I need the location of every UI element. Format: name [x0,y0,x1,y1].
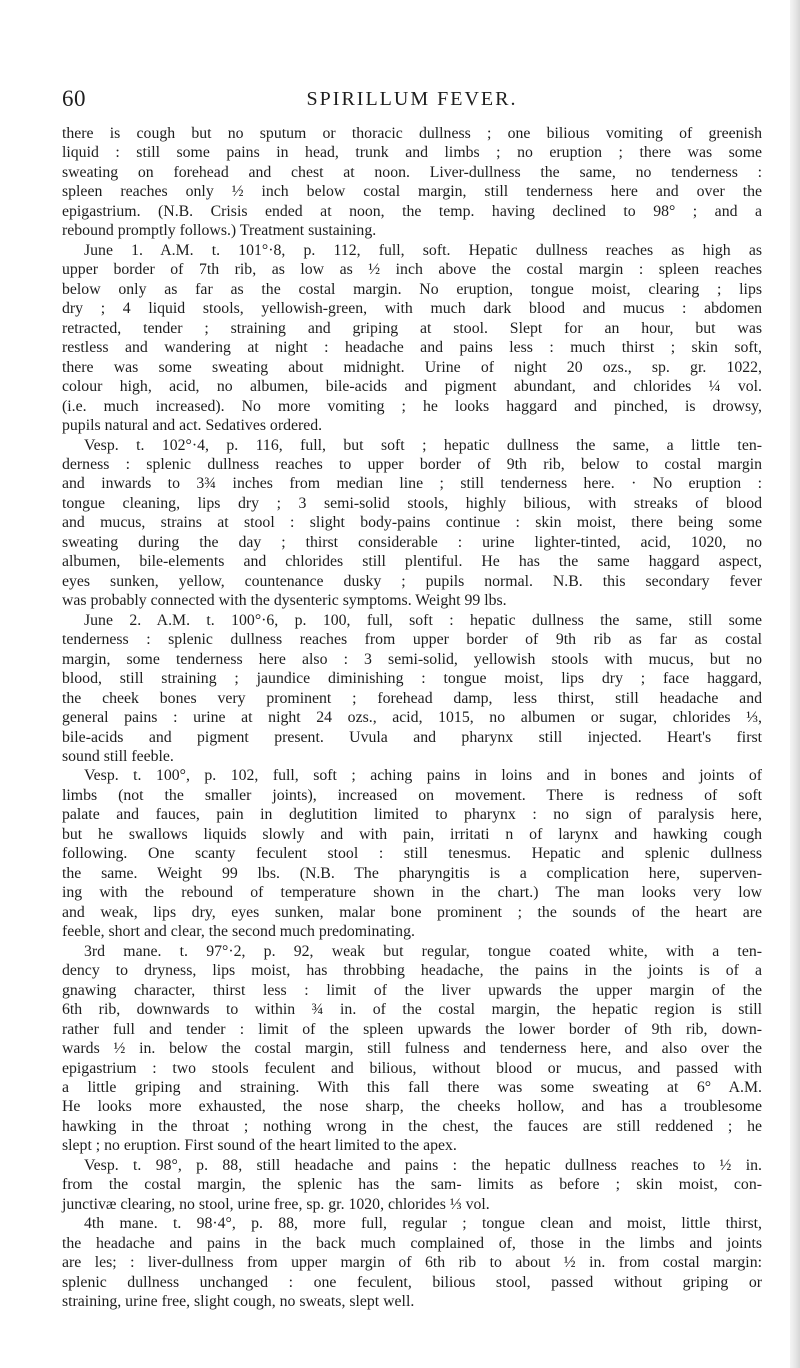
text-line: ing with the rebound of temperature shown in the chart.) The man looks very low [62,884,762,902]
text-line: there is cough but no sputum or thoracic dullness ; one bilious vomiting of greenish [62,125,762,142]
text-line: was probably connected with the dysenteric symptoms. Weight 99 lbs. [62,592,507,610]
text-line: there was some sweating about midnight. Urine of night 20 ozs., sp. gr. 1022, [62,358,762,376]
text-line: are les; : liver-dullness from upper margin of 6th rib to about ½ in. from costal margin: [62,1254,762,1272]
text-line: restless and wandering at night : headache and pains less : much thirst ; skin soft, [62,339,762,357]
text-line: gnawing character, thirst less : limit of the liver upwards the upper margin of the [62,981,762,999]
text-line: splenic dullness unchanged : one feculent, bilious stool, passed without griping or [62,1273,762,1291]
text-line: but he swallows liquids slowly and with pain, irritati n of larynx and hawking cough [62,825,762,843]
text-line: feeble, short and clear, the second much predominating. [62,923,415,941]
text-line: colour high, acid, no albumen, bile-acids and pigment abundant, and chlorides ¼ vol. [62,378,762,396]
text-line: and inwards to 3¾ inches from median line ; still tenderness here. · No eruption : [62,475,762,493]
text-line: albumen, bile-elements and chlorides still plentiful. He has the same haggard aspect, [62,553,762,571]
text-line: 6th rib, downwards to within ¾ in. of the costal margin, the hepatic region is still [62,1001,762,1019]
text-line: straining, urine free, slight cough, no sweats, slept well. [62,1293,415,1311]
body-text [62,124,762,1312]
text-line: dency to dryness, lips moist, has throbbing headache, the pains in the joints is of a [62,962,762,980]
text-line: derness : splenic dullness reaches to upper border of 9th rib, below to costal margin [62,455,762,473]
text-line: bile-acids and pigment present. Uvula and pharynx still injected. Heart's first [62,728,762,746]
text-line: the cheek bones very prominent ; forehead damp, less thirst, still headache and [62,689,762,707]
page-number: 60 [62,86,86,111]
text-line: tenderness : splenic dullness reaches from upper border of 9th rib as far as costal [62,631,762,649]
text-line: retracted, tender ; straining and griping at stool. Slept for an hour, but was [62,319,762,337]
text-line: below only as far as the costal margin. No eruption, tongue moist, clearing ; lips [62,280,762,298]
page-edge-shadow [790,0,800,1368]
text-line: sweating during the day ; thirst considerable : urine lighter-tinted, acid, 1020, no [62,533,762,551]
text-line: 3rd mane. t. 97°·2, p. 92, weak but regular, tongue coated white, with a ten- [84,942,762,960]
text-line: 4th mane. t. 98·4°, p. 88, more full, regular ; tongue clean and moist, little thirst, [84,1215,762,1233]
text-line: and mucus, strains at stool : slight body-pains continue : skin moist, there being some [62,514,762,532]
text-line: hawking in the throat ; nothing wrong in the chest, the fauces are still reddened ; he [62,1117,762,1135]
text-line: from the costal margin, the splenic has the sam- limits as before ; skin moist, con- [62,1176,762,1194]
text-line: the same. Weight 99 lbs. (N.B. The pharyngitis is a complication here, superven- [62,864,762,882]
text-line: epigastrium. (N.B. Crisis ended at noon, the temp. having declined to 98° ; and a [62,202,762,220]
text-line: rather full and tender : limit of the spleen upwards the lower border of 9th rib, down- [62,1020,762,1038]
text-line: June 1. A.M. t. 101°·8, p. 112, full, soft. Hepatic dullness reaches as high as [84,241,762,259]
text-line: wards ½ in. below the costal margin, still fulness and tenderness here, and also over the [62,1040,762,1058]
text-line: sound still feeble. [62,748,174,765]
text-line: general pains : urine at night 24 ozs., acid, 1015, no albumen or sugar, chlorides ⅓, [62,709,762,727]
text-line: following. One scanty feculent stool : still tenesmus. Hepatic and splenic dullness [62,845,762,863]
text-line: Vesp. t. 98°, p. 88, still headache and pains : the hepatic dullness reaches to ½ in. [84,1156,762,1174]
text-line: eyes sunken, yellow, countenance dusky ; pupils normal. N.B. this secondary fever [62,572,762,590]
text-line: pupils natural and act. Sedatives ordered. [62,417,323,435]
text-line: rebound promptly follows.) Treatment sustaining. [62,222,377,240]
text-line: limbs (not the smaller joints), increased on movement. There is redness of soft [62,786,762,804]
text-line: Vesp. t. 102°·4, p. 116, full, but soft ; hepatic dullness the same, a little ten- [84,436,762,454]
text-line: epigastrium : two stools feculent and bilious, without blood or mucus, and passed with [62,1059,762,1077]
text-line: Vesp. t. 100°, p. 102, full, soft ; aching pains in loins and in bones and joints of [84,767,762,785]
text-line: tongue cleaning, lips dry ; 3 semi-solid stools, highly bilious, with streaks of blood [62,494,762,512]
text-line: He looks more exhausted, the nose sharp, the cheeks hollow, and has a troublesome [62,1098,762,1116]
text-line: margin, some tenderness here also : 3 semi-solid, yellowish stools with mucus, but no [62,650,762,668]
text-line: June 2. A.M. t. 100°·6, p. 100, full, soft : hepatic dullness the same, still some [84,611,762,629]
text-line: slept ; no eruption. First sound of the heart limited to the apex. [62,1137,457,1155]
text-line: dry ; 4 liquid stools, yellowish-green, with much dark blood and mucus : abdomen [62,300,762,318]
text-line: junctivæ clearing, no stool, urine free, sp. gr. 1020, chlorides ⅓ vol. [62,1195,490,1213]
text-line: blood, still straining ; jaundice diminishing : tongue moist, lips dry ; face haggard, [62,670,762,688]
text-line: (i.e. much increased). No more vomiting ; he looks haggard and pinched, is drowsy, [62,397,762,415]
text-line: sweating on forehead and chest at noon. Liver-dullness the same, no tenderness : [62,163,762,181]
text-line: and weak, lips dry, eyes sunken, malar bone prominent ; the sounds of the heart are [62,903,762,921]
text-line: liquid : still some pains in head, trunk and limbs ; no eruption ; there was some [62,144,762,162]
text-line: the headache and pains in the back much complained of, those in the limbs and joints [62,1234,762,1252]
text-line: spleen reaches only ½ inch below costal margin, still tenderness here and over the [62,183,762,201]
text-line: upper border of 7th rib, as low as ½ inch above the costal margin : spleen reaches [62,261,762,279]
page-header [62,84,762,114]
running-title: SPIRILLUM FEVER. [306,88,518,110]
text-line: palate and fauces, pain in deglutition limited to pharynx : no sign of paralysis here, [62,806,762,824]
text-line: a little griping and straining. With this fall there was some sweating at 6° A.M. [62,1078,762,1096]
